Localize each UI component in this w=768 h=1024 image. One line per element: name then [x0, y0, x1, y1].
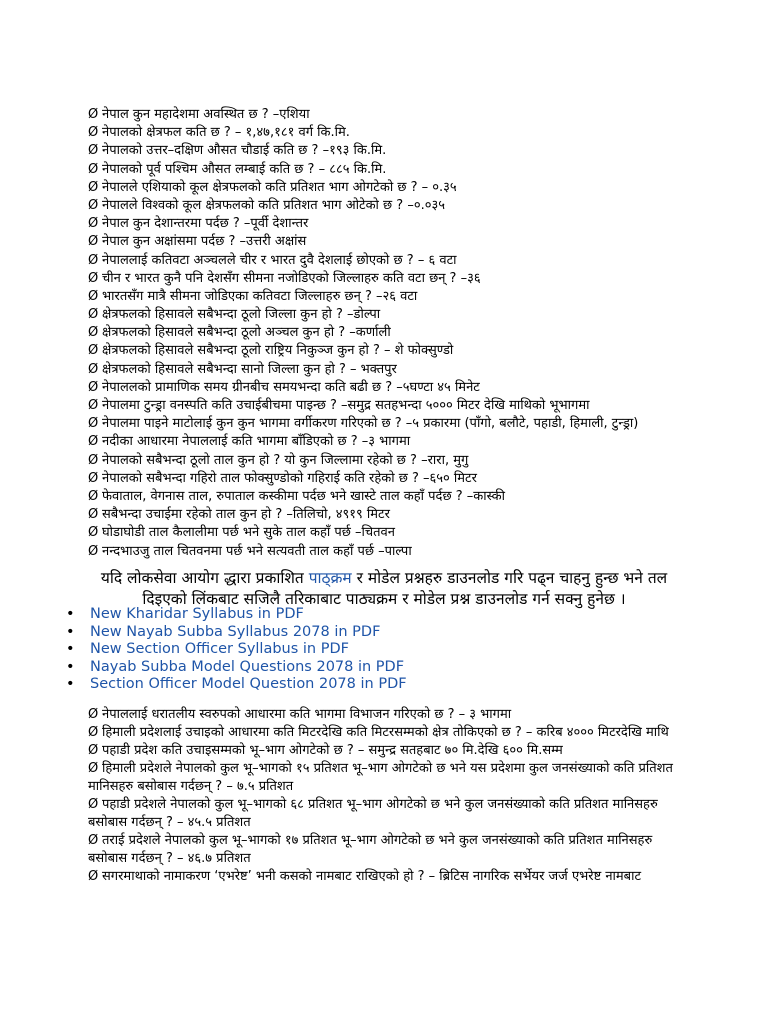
question-text: हिमाली प्रदेशले नेपालको कुल भू–भागको १५ प्रतिशत भू–भाग ओगटेको छ भने यस प्रदेशमा कुल जनसंख्याको कति प्रतिशत मानिसहरु बसोबास गर्दछन् ? – ७.५ प्रतिशत — [88, 761, 673, 794]
download-notice — [80, 568, 688, 610]
question-text: घोडाघोडी ताल कैलालीमा पर्छ भने सुके ताल कहाँ पर्छ –चितवन — [102, 525, 395, 541]
question-text: सगरमाथाको नामाकरण ‘एभरेष्ट’ भनी कसको नामबाट राखिएको हो ? – ब्रिटिस नागरिक सर्भेयर जर्ज एभरेष्ट नामबाट — [102, 869, 642, 884]
question-item — [88, 324, 728, 342]
empty-set-bullet-icon: Ø — [88, 379, 99, 395]
empty-set-bullet-icon: Ø — [88, 507, 99, 523]
empty-set-bullet-icon: Ø — [88, 761, 99, 776]
question-text: नेपालले विश्वको कूल क्षेत्रफलको कति प्रतिशत भाग ओटेको छ ? –०.०३५ — [102, 197, 445, 213]
question-item — [88, 379, 728, 397]
question-item — [88, 742, 688, 760]
question-text: नन्दभाउजु ताल चितवनमा पर्छ भने सत्यवती ताल कहाँ पर्छ –पाल्पा — [102, 543, 412, 559]
question-text: नेपालको सबैभन्दा गहिरो ताल फोक्सुण्डोको गहिराई कति रहेको छ ? –६५० मिटर — [102, 470, 477, 486]
empty-set-bullet-icon: Ø — [88, 833, 99, 848]
question-text: नेपालको उत्तर–दक्षिण औसत चौडाई कति छ ? –१९३ कि.मि. — [102, 143, 387, 159]
bullet-dot-icon: • — [66, 623, 75, 640]
download-link-item — [62, 676, 407, 694]
empty-set-bullet-icon: Ø — [88, 143, 99, 159]
question-item — [88, 724, 688, 742]
download-link[interactable]: New Kharidar Syllabus in PDF — [90, 606, 304, 622]
question-text: नेपालको पूर्व पश्चिम औसत लम्बाई कति छ ? – ८८५ कि.मि. — [102, 161, 387, 177]
question-list-1 — [88, 106, 728, 561]
question-text: पहाडी प्रदेश कति उचाइसम्मको भू–भाग ओगटेको छ ? – समुन्द्र सतहबाट ७० मि.देखि ६०० मि.सम्म — [102, 743, 563, 758]
question-text: नेपालमा पाइने माटोलाई कुन कुन भागमा वर्गीकरण गरिएको छ ? –५ प्रकारमा (पाँगो, बलौटे, पहाडी, हिमाली, टुन्ड्रा) — [102, 416, 639, 432]
question-item — [88, 124, 728, 142]
empty-set-bullet-icon: Ø — [88, 416, 99, 432]
question-text: नेपाल कुन देशान्तरमा पर्दछ ? –पूर्वी देशान्तर — [102, 216, 309, 232]
question-text: क्षेत्रफलको हिसावले सबैभन्दा ठूलो राष्ट्रिय निकुञ्ज कुन हो ? – शे फोक्सुण्डो — [102, 343, 454, 359]
question-item — [88, 142, 728, 160]
empty-set-bullet-icon: Ø — [88, 288, 99, 304]
question-text: भारतसँग मात्रै सीमना जोडिएका कतिवटा जिल्लाहरु छन् ? –२६ वटा — [102, 288, 418, 304]
question-item — [88, 433, 728, 451]
question-item — [88, 415, 728, 433]
download-link[interactable]: Nayab Subba Model Questions 2078 in PDF — [90, 658, 405, 675]
empty-set-bullet-icon: Ø — [88, 161, 99, 177]
question-text: पहाडी प्रदेशले नेपालको कुल भू–भागको ६८ प्रतिशत भू–भाग ओगटेको छ भने कुल जनसंख्याको कति प्रतिशत मानिसहरु बसोबास गर्दछन् ? – ४५.५ प्रतिशत — [88, 797, 658, 830]
question-item — [88, 106, 728, 124]
empty-set-bullet-icon: Ø — [88, 361, 99, 377]
question-text: तराई प्रदेशले नेपालको कुल भू–भागको १७ प्रतिशत भू–भाग ओगटेको छ भने कुल जनसंख्याको कति प्रतिशत मानिसहरु बसोबास गर्दछन् ? – ४६.७ प्रतिशत — [88, 833, 653, 866]
empty-set-bullet-icon: Ø — [88, 869, 99, 884]
question-text: नेपालमा टुन्ड्रा वनस्पति कति उचाईबीचमा पाइन्छ ? –समुद्र सतहभन्दा ५००० मिटर देखि माथिको भूभागमा — [102, 398, 590, 413]
download-links-list — [62, 606, 407, 694]
question-item — [88, 197, 728, 215]
question-text: चीन र भारत कुनै पनि देशसँग सीमना नजोडिएको जिल्लाहरु कति वटा छन् ? –३६ — [102, 270, 481, 286]
empty-set-bullet-icon: Ø — [88, 470, 99, 486]
question-item — [88, 452, 728, 470]
empty-set-bullet-icon: Ø — [88, 197, 99, 213]
question-item — [88, 706, 688, 724]
download-link-item — [62, 624, 407, 642]
download-link[interactable]: New Section Officer Syllabus in PDF — [90, 641, 349, 658]
bullet-dot-icon: • — [66, 606, 75, 622]
question-text: नेपालको सबैभन्दा ठूलो ताल कुन हो ? यो कुन जिल्लामा रहेको छ ? –रारा, मुगु — [102, 452, 469, 468]
question-text: नदीका आधारमा नेपाललाई कति भागमा बाँडिएको छ ? –३ भागमा — [102, 434, 411, 450]
question-text: नेपाललको प्रामाणिक समय ग्रीनबीच समयभन्दा कति बढी छ ? –५घण्टा ४५ मिनेट — [102, 379, 480, 395]
question-text: नेपाललाई धरातलीय स्वरुपको आधारमा कति भागमा विभाजन गरिएको छ ? – ३ भागमा — [102, 707, 512, 722]
question-text: क्षेत्रफलको हिसावले सबैभन्दा सानो जिल्ला कुन हो ? – भक्तपुर — [102, 361, 397, 377]
question-text: नेपालको क्षेत्रफल कति छ ? – १,४७,१८१ वर्ग कि.मि. — [102, 125, 350, 141]
question-item — [88, 270, 728, 288]
question-item — [88, 524, 728, 542]
question-text: नेपालले एशियाको कूल क्षेत्रफलको कति प्रतिशत भाग ओगटेको छ ? – ०.३५ — [102, 179, 457, 195]
empty-set-bullet-icon: Ø — [88, 434, 99, 450]
question-item — [88, 215, 728, 233]
empty-set-bullet-icon: Ø — [88, 543, 99, 559]
question-item — [88, 832, 688, 868]
question-item — [88, 342, 728, 360]
question-text: नेपाल कुन अक्षांसमा पर्दछ ? –उत्तरी अक्षांस — [102, 234, 307, 250]
empty-set-bullet-icon: Ø — [88, 270, 99, 286]
empty-set-bullet-icon: Ø — [88, 707, 99, 722]
question-text: फेवाताल, वेगनास ताल, रुपाताल कस्कीमा पर्दछ भने खास्टे ताल कहाँ पर्दछ ? –कास्की — [102, 488, 505, 504]
question-item — [88, 760, 688, 796]
empty-set-bullet-icon: Ø — [88, 797, 99, 812]
question-text: हिमाली प्रदेशलाई उचाइको आधारमा कति मिटरदेखि कति मिटरसम्मको क्षेत्र तोकिएको छ ? – करिब ४००० मिटरदेखि माथि — [102, 725, 669, 740]
question-item — [88, 397, 728, 415]
empty-set-bullet-icon: Ø — [88, 398, 99, 413]
bullet-dot-icon: • — [66, 658, 75, 675]
bullet-dot-icon: • — [66, 676, 75, 693]
empty-set-bullet-icon: Ø — [88, 216, 99, 232]
syllabus-link[interactable]: पाठ्क्रम — [308, 569, 352, 587]
empty-set-bullet-icon: Ø — [88, 488, 99, 504]
question-item — [88, 796, 688, 832]
empty-set-bullet-icon: Ø — [88, 252, 99, 268]
download-link-item — [62, 606, 407, 624]
question-item — [88, 506, 728, 524]
question-item — [88, 161, 728, 179]
download-link-item — [62, 659, 407, 677]
empty-set-bullet-icon: Ø — [88, 452, 99, 468]
question-text: नेपाललाई कतिवटा अञ्चलले चीर र भारत दुवै देशलाई छोएको छ ? – ६ वटा — [102, 252, 457, 268]
notice-text-after: र मोडेल प्रश्नहरु डाउनलोड गरि पढ्न चाहनु हुन्छ भने तल दिइएको लिंकबाट सजिलै तरिकाबाट पाठ्यक्रम र मोडेल प्रश्न डाउनलोड गर्न सक्नु हुनेछ । — [142, 569, 668, 608]
download-link[interactable]: Section Officer Model Question 2078 in PDF — [90, 676, 407, 693]
empty-set-bullet-icon: Ø — [88, 307, 99, 323]
notice-text-before: यदि लोकसेवा आयोग द्धारा प्रकाशित — [100, 569, 309, 587]
question-item — [88, 179, 728, 197]
bullet-dot-icon: • — [66, 641, 75, 658]
question-list-2 — [88, 706, 688, 886]
question-item — [88, 488, 728, 506]
empty-set-bullet-icon: Ø — [88, 107, 99, 122]
empty-set-bullet-icon: Ø — [88, 234, 99, 250]
empty-set-bullet-icon: Ø — [88, 179, 99, 195]
question-item — [88, 868, 688, 886]
question-text: क्षेत्रफलको हिसावले सबैभन्दा ठूलो अञ्चल कुन हो ? –कर्णाली — [102, 325, 391, 341]
question-item — [88, 306, 728, 324]
download-link-item — [62, 641, 407, 659]
question-text: सबैभन्दा उचाईमा रहेको ताल कुन हो ? –तिलिचो, ४९१९ मिटर — [102, 507, 390, 523]
question-item — [88, 543, 728, 561]
empty-set-bullet-icon: Ø — [88, 725, 99, 740]
question-item — [88, 288, 728, 306]
empty-set-bullet-icon: Ø — [88, 325, 99, 341]
empty-set-bullet-icon: Ø — [88, 525, 99, 541]
empty-set-bullet-icon: Ø — [88, 343, 99, 359]
question-item — [88, 252, 728, 270]
empty-set-bullet-icon: Ø — [88, 125, 99, 141]
empty-set-bullet-icon: Ø — [88, 743, 99, 758]
question-item — [88, 470, 728, 488]
question-text: नेपाल कुन महादेशमा अवस्थित छ ? –एशिया — [102, 107, 310, 122]
question-item — [88, 361, 728, 379]
question-text: क्षेत्रफलको हिसावले सबैभन्दा ठूलो जिल्ला कुन हो ? –डोल्पा — [102, 307, 381, 323]
question-item — [88, 233, 728, 251]
download-link[interactable]: New Nayab Subba Syllabus 2078 in PDF — [90, 623, 381, 640]
